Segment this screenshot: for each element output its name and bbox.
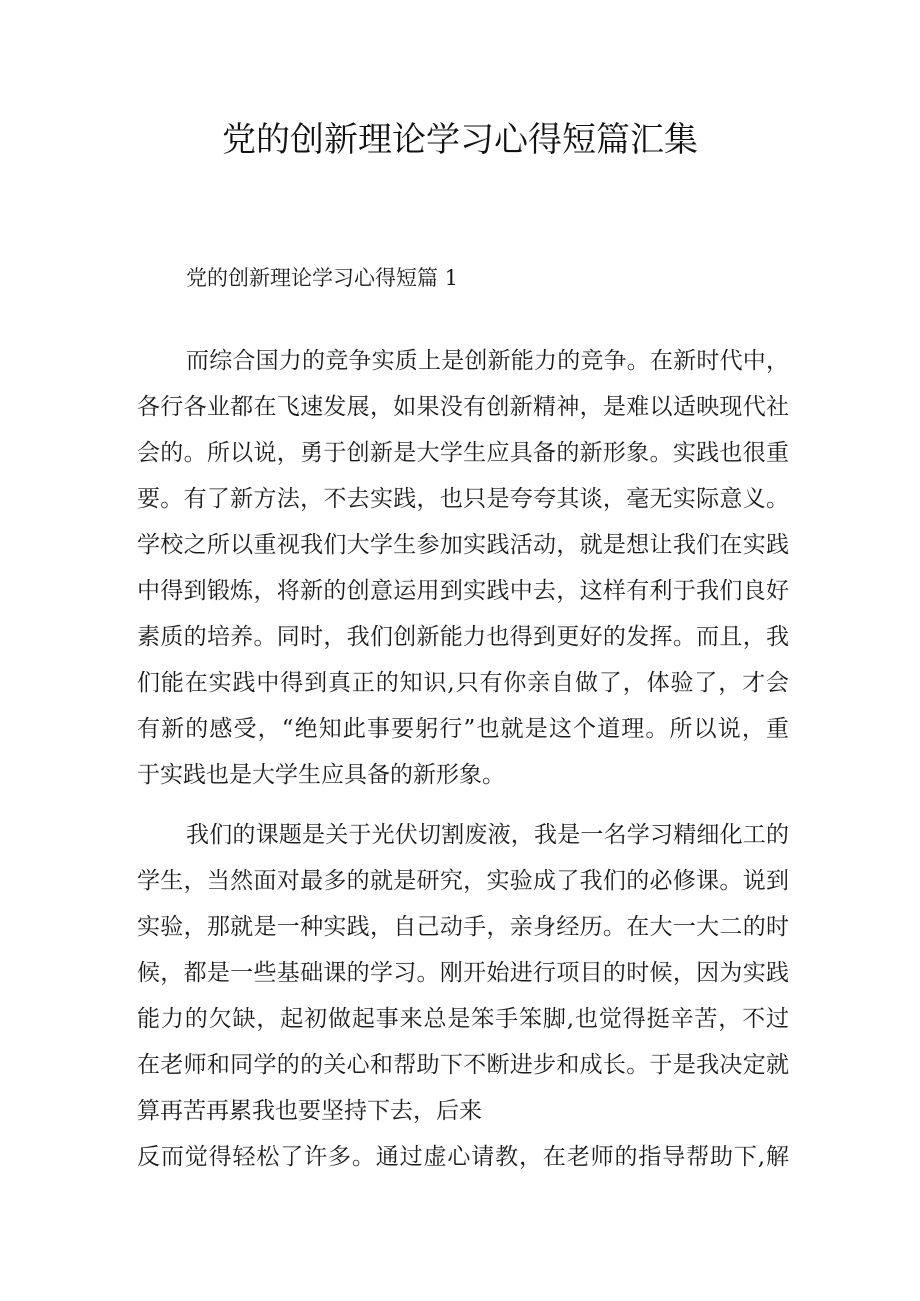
paragraph-line: 各行各业都在飞速发展，如果没有创新精神，是难以适映现代社 [137,394,789,420]
paragraph-line: 会的。所以说，勇于创新是大学生应具备的新形象。实践也很重 [137,440,789,466]
paragraph-line: 们能在实践中得到真正的知识,只有你亲自做了，体验了，才会 [137,670,789,696]
paragraph-line: 能力的欠缺，起初做起事来总是笨手笨脚,也觉得挺辛苦，不过 [137,1006,789,1032]
paragraph-line: 中得到锻炼，将新的创意运用到实践中去，这样有利于我们良好 [137,578,789,604]
paragraph-line: 反而觉得轻松了许多。通过虚心请教，在老师的指导帮助下,解 [137,1144,789,1170]
paragraph-2 [137,812,789,1180]
document-title: 党的创新理论学习心得短篇汇集 [222,120,698,160]
paragraph-line: 实验，那就是一种实践，自己动手，亲身经历。在大一大二的时 [137,914,789,940]
paragraph-line: 算再苦再累我也要坚持下去，后来 [137,1098,482,1124]
paragraph-line: 学生，当然面对最多的就是研究，实验成了我们的必修课。说到 [137,868,789,894]
paragraph-line: 而综合国力的竞争实质上是创新能力的竞争。在新时代中， [186,348,789,374]
paragraph-line: 候，都是一些基础课的学习。刚开始进行项目的时候，因为实践 [137,960,789,986]
paragraph-line: 在老师和同学的的关心和帮助下不断进步和成长。于是我决定就 [137,1052,789,1078]
paragraph-line: 要。有了新方法，不去实践，也只是夸夸其谈，毫无实际意义。 [137,486,789,512]
paragraph-line: 有新的感受，“绝知此事要躬行”也就是这个道理。所以说，重 [137,716,789,742]
paragraph-line: 我们的课题是关于光伏切割废液，我是一名学习精细化工的 [186,822,789,848]
paragraph-1 [137,338,789,798]
paragraph-line: 学校之所以重视我们大学生参加实践活动，就是想让我们在实践 [137,532,789,558]
section-heading: 党的创新理论学习心得短篇 1 [186,266,459,290]
paragraph-line: 素质的培养。同时，我们创新能力也得到更好的发挥。而且，我 [137,624,789,650]
paragraph-line: 于实践也是大学生应具备的新形象。 [137,762,505,788]
